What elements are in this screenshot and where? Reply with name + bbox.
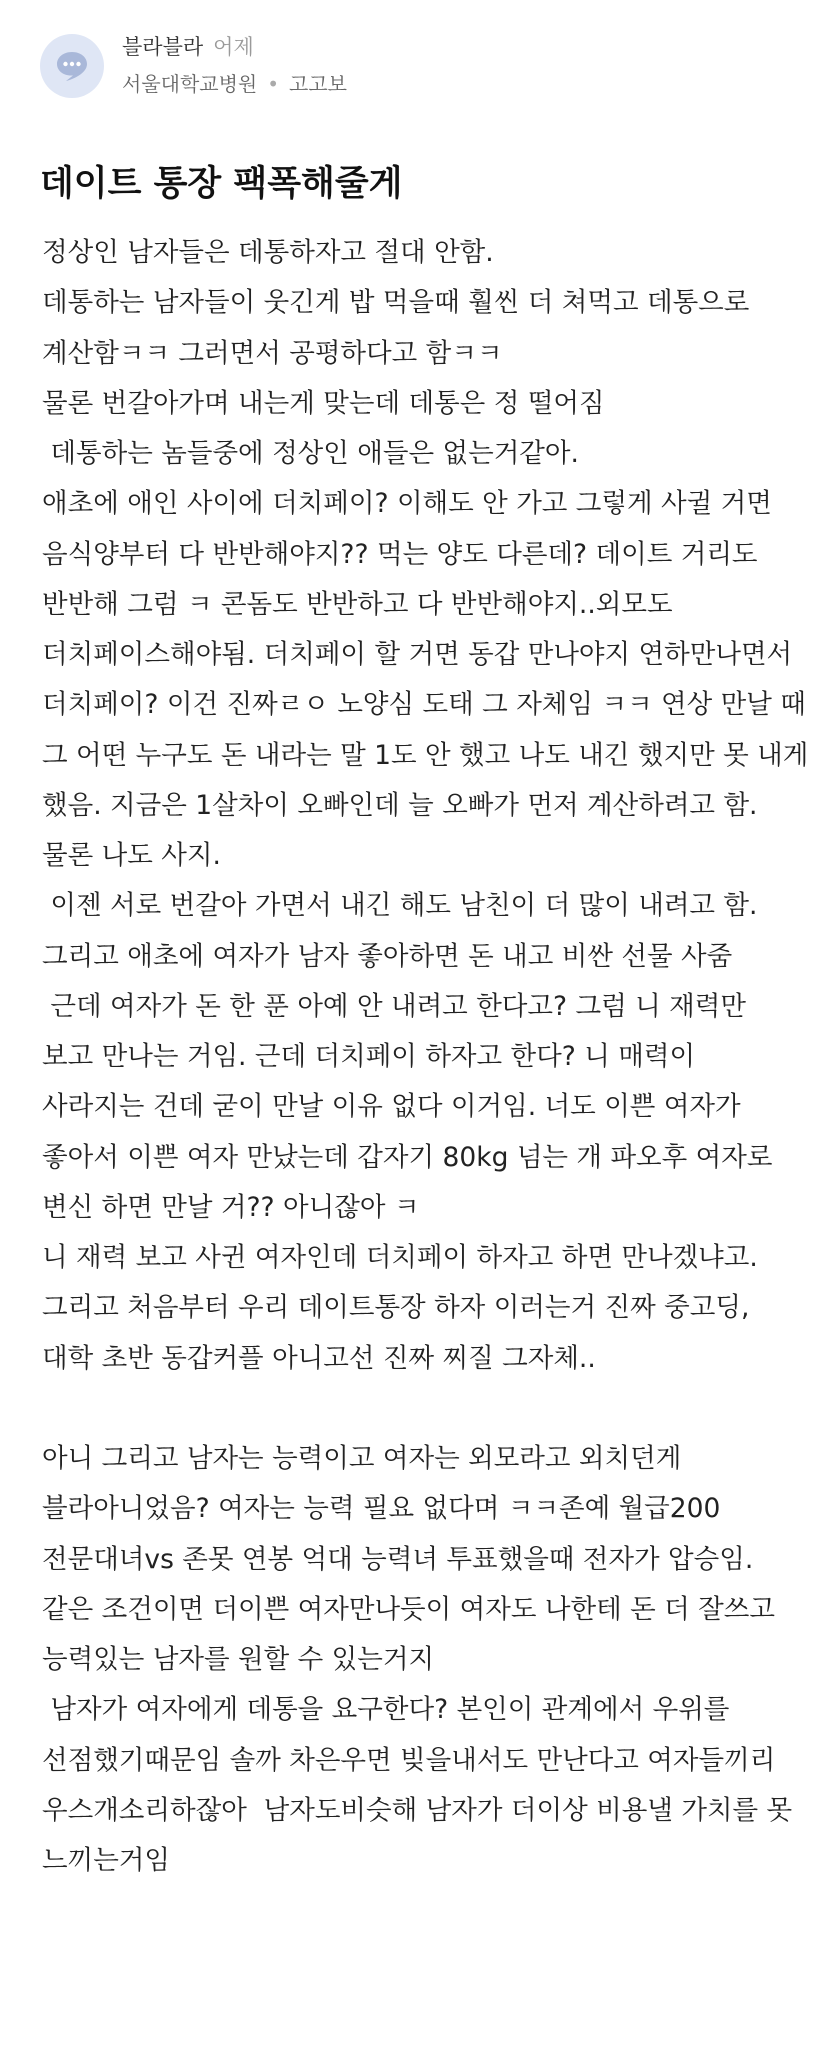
body-line: 남자가 여자에게 데통을 요구한다? 본인이 관계에서 우위를 xyxy=(42,1694,730,1726)
body-line: 물론 나도 사지. xyxy=(42,840,221,871)
body-line: 블라아니었음? 여자는 능력 필요 없다며 ㅋㅋ존예 월급200 xyxy=(42,1493,721,1525)
body-line: 사라지는 건데 굳이 만날 이유 없다 이거임. 너도 이쁜 여자가 xyxy=(42,1091,741,1123)
chat-bubble-icon xyxy=(54,49,90,83)
avatar[interactable] xyxy=(40,34,104,98)
body-line: 느끼는거임 xyxy=(42,1845,170,1876)
body-line: 같은 조건이면 더이쁜 여자만나듯이 여자도 나한테 돈 더 잘쓰고 xyxy=(42,1593,775,1625)
body-line: 계산함ㅋㅋ 그러면서 공평하다고 함ㅋㅋ xyxy=(42,337,503,369)
body-line: 했음. 지금은 1살차이 오빠인데 늘 오빠가 먼저 계산하려고 함. xyxy=(42,789,758,821)
body-line: 더치페이? 이건 진짜ㄹㅇ 노양심 도태 그 자체임 ㅋㅋ 연상 만날 때 xyxy=(42,689,806,721)
author-nickname: 고고보 xyxy=(289,72,348,96)
body-line: 대학 초반 동갑커플 아니고선 진짜 찌질 그자체.. xyxy=(42,1342,596,1374)
body-line: 물론 번갈아가며 내는게 맞는데 데통은 정 떨어짐 xyxy=(42,387,605,419)
body-line: 능력있는 남자를 원할 수 있는거지 xyxy=(42,1644,435,1675)
body-line: 선점했기때문임 솔까 차은우면 빚을내서도 만난다고 여자들끼리 xyxy=(42,1744,776,1776)
company-name[interactable]: 서울대학교병원 xyxy=(122,72,258,96)
body-line: 좋아서 이쁜 여자 만났는데 갑자기 80kg 넘는 개 파오후 여자로 xyxy=(42,1141,773,1173)
body-line: 정상인 남자들은 데통하자고 절대 안함. xyxy=(42,237,494,268)
body-line: 보고 만나는 거임. 근데 더치페이 하자고 한다? 니 매력이 xyxy=(42,1041,696,1072)
body-line: 변신 하면 만날 거?? 아니잖아 ㅋ xyxy=(42,1191,420,1223)
body-line: 아니 그리고 남자는 능력이고 여자는 외모라고 외치던게 xyxy=(42,1443,682,1474)
body-line: 반반해 그럼 ㅋ 콘돔도 반반하고 다 반반해야지..외모도 xyxy=(42,588,673,620)
body-line: 더치페이스해야됨. 더치페이 할 거면 동갑 만나야지 연하만나면서 xyxy=(42,639,793,670)
post-time: 어제 xyxy=(213,35,254,59)
body-line: 그 어떤 누구도 돈 내라는 말 1도 안 했고 나도 내긴 했지만 못 내게 xyxy=(42,739,809,771)
body-line: 그리고 처음부터 우리 데이트통장 하자 이러는거 진짜 중고딩, xyxy=(42,1292,750,1324)
post-meta xyxy=(122,32,347,100)
post-title: 데이트 통장 팩폭해줄게 xyxy=(40,164,403,204)
meta-bottom-row xyxy=(122,68,347,100)
body-line: 음식양부터 다 반반해야지?? 먹는 양도 다른데? 데이트 거리도 xyxy=(42,538,758,570)
post-header xyxy=(40,30,800,102)
body-line: 근데 여자가 돈 한 푼 아예 안 내려고 한다고? 그럼 니 재력만 xyxy=(42,990,746,1022)
body-line: 데통하는 놈들중에 정상인 애들은 없는거같아. xyxy=(42,438,579,469)
meta-separator: • xyxy=(267,72,280,96)
body-line: 전문대녀vs 존못 연봉 억대 능력녀 투표했을때 전자가 압승임. xyxy=(42,1543,754,1575)
body-line xyxy=(42,1384,812,1434)
meta-top-row xyxy=(122,32,347,62)
body-line: 데통하는 남자들이 웃긴게 밥 먹을때 훨씬 더 쳐먹고 데통으로 xyxy=(42,287,750,319)
body-line: 니 재력 보고 사귄 여자인데 더치페이 하자고 하면 만나겠냐고. xyxy=(42,1242,758,1273)
body-line: 애초에 애인 사이에 더치페이? 이해도 안 가고 그렇게 사귈 거면 xyxy=(42,488,772,520)
post-body xyxy=(42,228,812,1886)
body-line: 그리고 애초에 여자가 남자 좋아하면 돈 내고 비싼 선물 사줌 xyxy=(42,940,733,972)
body-line: 이젠 서로 번갈아 가면서 내긴 해도 남친이 더 많이 내려고 함. xyxy=(42,890,758,922)
username[interactable]: 블라블라 xyxy=(122,35,204,59)
body-line: 우스개소리하잖아 남자도비슷해 남자가 더이상 비용낼 가치를 못 xyxy=(42,1794,793,1826)
